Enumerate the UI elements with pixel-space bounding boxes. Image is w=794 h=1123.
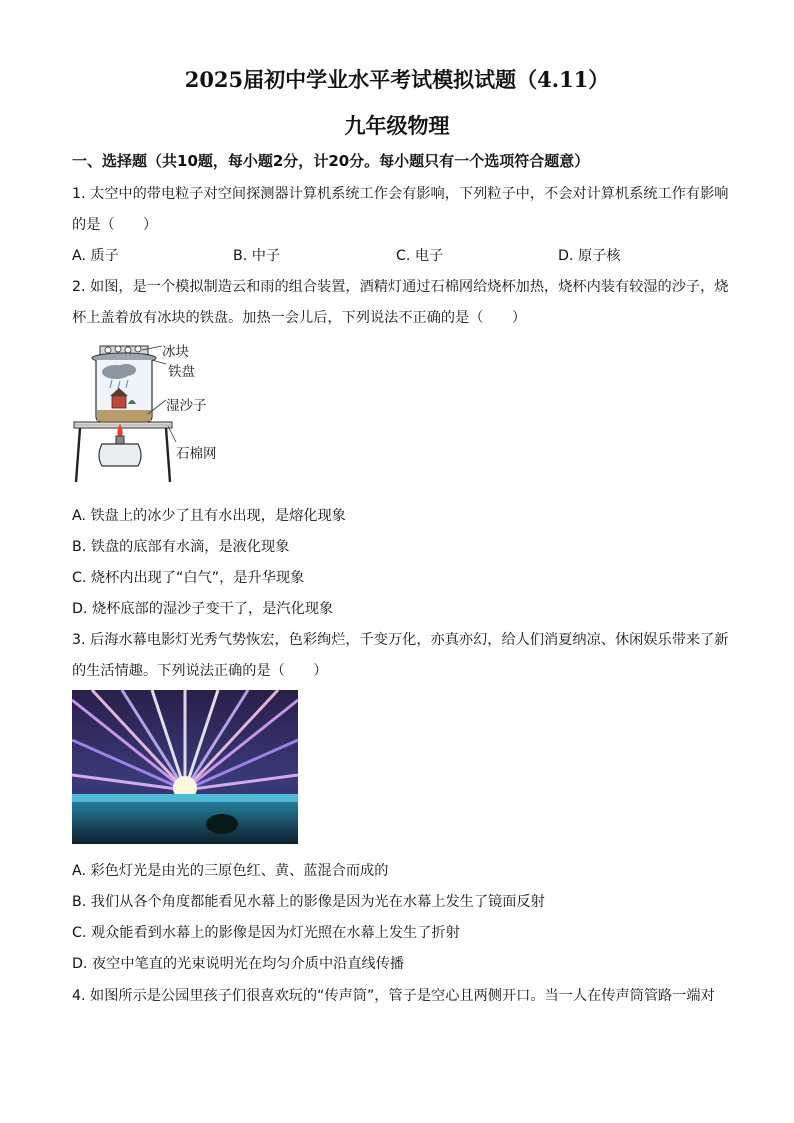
q2-option-c: C. 烧杯内出现了“白气”，是升华现象 — [72, 570, 305, 586]
q3-line1: 3. 后海水幕电影灯光秀气势恢宏，色彩绚烂，千变万化，亦真亦幻，给人们消夏纳凉、休闲娱乐带来了新 — [72, 632, 729, 648]
q4-line1: 4. 如图所示是公园里孩子们很喜欢玩的“传声筒”，管子是空心且两侧开口。当一人在传声筒管路一端对 — [72, 988, 715, 1004]
q1-option-b: B. 中子 — [233, 248, 281, 264]
q2-line2: 杯上盖着放有冰块的铁盘。加热一会儿后，下列说法不正确的是（ ） — [72, 310, 527, 326]
label-iron-plate: 铁盘 — [168, 364, 195, 380]
q2-option-d: D. 烧杯底部的湿沙子变干了，是汽化现象 — [72, 601, 334, 617]
water-curtain-light-show-photo — [72, 690, 298, 844]
q3-option-b: B. 我们从各个角度都能看见水幕上的影像是因为光在水幕上发生了镜面反射 — [72, 894, 545, 910]
label-asbestos-gauze: 石棉网 — [176, 446, 217, 462]
label-wet-sand: 湿沙子 — [166, 398, 207, 414]
q1-option-a: A. 质子 — [72, 248, 119, 264]
q3-option-d: D. 夜空中笔直的光束说明光在均匀介质中沿直线传播 — [72, 956, 405, 972]
cloud-rain-apparatus-figure — [72, 338, 232, 488]
q1-line2: 的是（ ） — [72, 217, 158, 233]
exam-subtitle: 九年级物理 — [344, 113, 450, 138]
q1-line1: 1. 太空中的带电粒子对空间探测器计算机系统工作会有影响，下列粒子中，不会对计算机系统工作有影响 — [72, 186, 729, 202]
q3-option-c: C. 观众能看到水幕上的影像是因为灯光照在水幕上发生了折射 — [72, 925, 460, 941]
q3-option-a: A. 彩色灯光是由光的三原色红、黄、蓝混合而成的 — [72, 863, 389, 879]
q2-line1: 2. 如图，是一个模拟制造云和雨的组合装置，酒精灯通过石棉网给烧杯加热，烧杯内装有较湿的沙子，烧 — [72, 279, 729, 295]
q3-line2: 的生活情趣。下列说法正确的是（ ） — [72, 663, 328, 679]
exam-title: 2025届初中学业水平考试模拟试题（4.11） — [184, 67, 610, 92]
q1-option-d: D. 原子核 — [558, 248, 621, 264]
apparatus-drawing — [72, 338, 232, 488]
q1-option-c: C. 电子 — [396, 248, 444, 264]
q2-option-b: B. 铁盘的底部有水滴，是液化现象 — [72, 539, 290, 555]
light-show-drawing — [72, 690, 298, 844]
q2-option-a: A. 铁盘上的冰少了且有水出现，是熔化现象 — [72, 508, 346, 524]
section-heading: 一、选择题（共10题，每小题2分，计20分。每小题只有一个选项符合题意） — [72, 152, 590, 170]
label-ice: 冰块 — [162, 344, 189, 360]
